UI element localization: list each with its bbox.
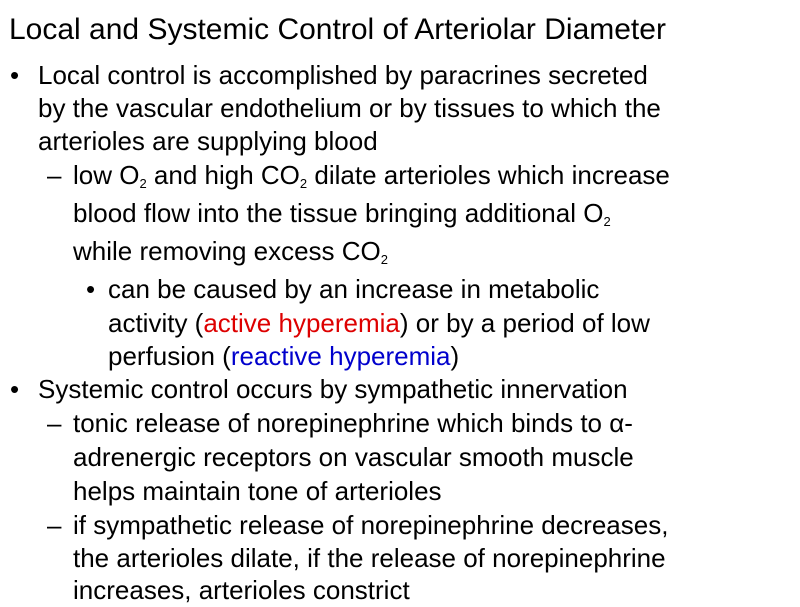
slide-title: Local and Systemic Control of Arteriolar Diameter (9, 13, 666, 46)
active-hyperemia-term: active hyperemia (203, 308, 400, 338)
bullet-text-line: by the vascular endothelium or by tissues to which the (38, 93, 661, 123)
sub-sub-bullet-line: can be caused by an increase in metabolic (108, 274, 600, 304)
text-run: and high CO (146, 160, 300, 190)
bullet-text-line: arterioles are supplying blood (38, 126, 378, 156)
sub-bullet-line: adrenergic receptors on vascular smooth muscle (73, 442, 634, 472)
text-run: activity ( (108, 308, 204, 338)
text-run: low O (73, 160, 140, 190)
text-run: while removing excess CO (73, 236, 381, 266)
text-run: ) or by a period of low (399, 308, 650, 338)
sub-sub-bullet-line (108, 340, 459, 373)
sub-bullet-line: increases, arterioles constrict (73, 575, 410, 605)
sub-bullet-line (73, 235, 388, 268)
dash-marker: – (47, 408, 62, 438)
sub-sub-bullet-line (108, 307, 650, 340)
text-run: perfusion ( (108, 341, 231, 371)
bullet-text-line: Local control is accomplished by paracrines secreted (38, 60, 648, 90)
subscript: 2 (380, 252, 389, 267)
sub-bullet-line: the arterioles dilate, if the release of norepinephrine (73, 543, 666, 573)
dash-marker: – (47, 510, 62, 540)
subscript: 2 (603, 214, 611, 229)
sub-bullet-line (73, 197, 611, 230)
text-run: blood flow into the tissue bringing additional O (73, 198, 604, 228)
sub-bullet-line: if sympathetic release of norepinephrine decreases, (73, 510, 669, 540)
subscript: 2 (139, 176, 147, 191)
sub-bullet-line: helps maintain tone of arterioles (73, 476, 442, 506)
text-run: dilate arterioles which increase (307, 160, 670, 190)
subscript: 2 (299, 176, 308, 191)
bullet-marker: • (10, 60, 20, 90)
text-run: ) (450, 341, 460, 371)
dash-marker: – (47, 160, 62, 190)
bullet-marker: • (86, 274, 96, 304)
sub-bullet-line (73, 159, 670, 192)
reactive-hyperemia-term: reactive hyperemia (230, 341, 451, 371)
bullet-marker: • (10, 374, 20, 404)
sub-bullet-line: tonic release of norepinephrine which binds to α- (73, 408, 633, 438)
bullet-text-line: Systemic control occurs by sympathetic innervation (38, 374, 628, 404)
